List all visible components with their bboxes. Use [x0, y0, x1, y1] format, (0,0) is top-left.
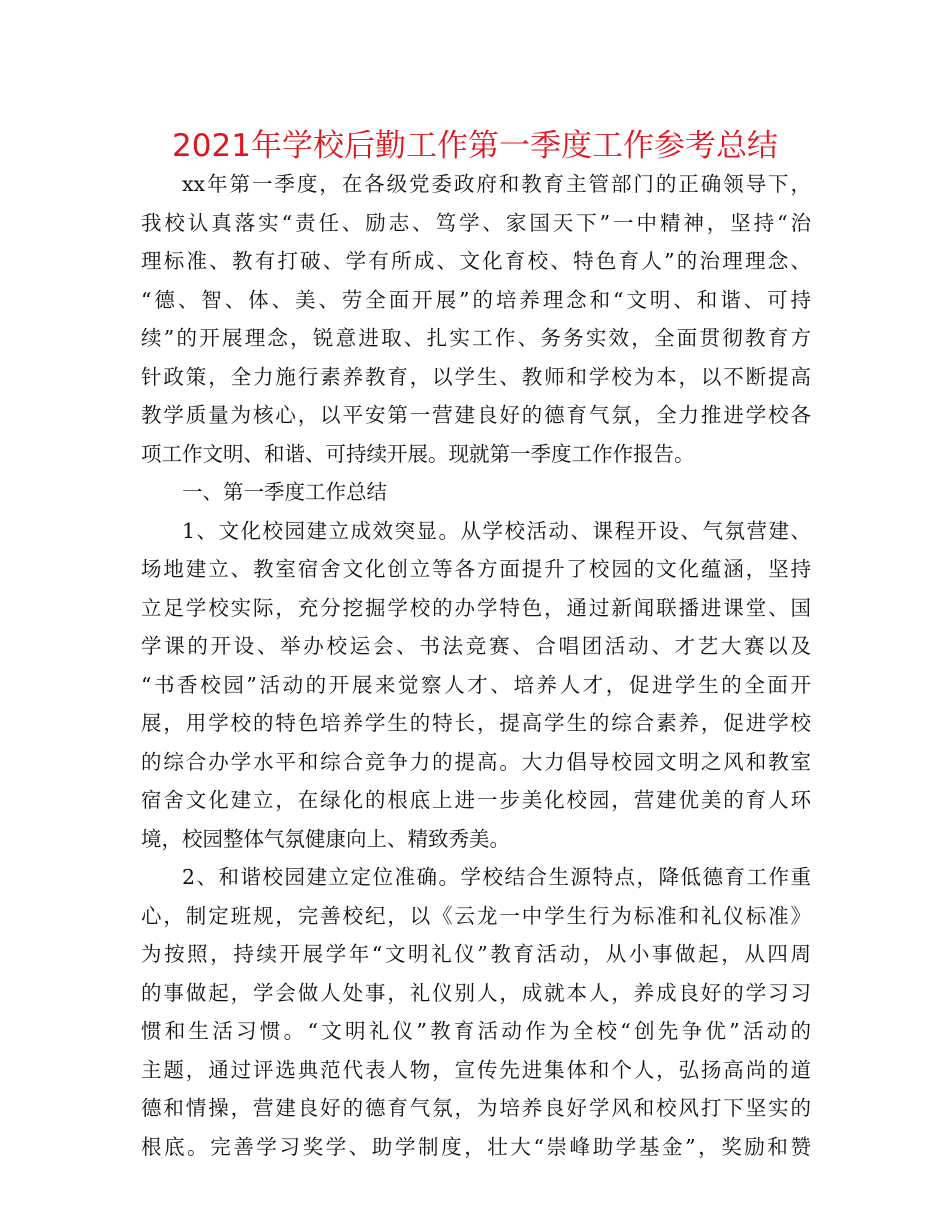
body-line: 心，制定班规，完善校纪，以《云龙一中学生行为标准和礼仪标准》 — [141, 903, 811, 928]
body-line: 德和情操，营建良好的德育气氛，为培养良好学风和校风打下坚实的 — [141, 1096, 811, 1120]
body-line: 2、和谐校园建立定位准确。学校结合生源特点，降低德育工作重 — [182, 865, 811, 889]
body-line: 项工作文明、和谐、可持续开展。现就第一季度工作作报告。 — [141, 441, 695, 466]
body-line: 展，用学校的特色培养学生的特长，提高学生的综合素养，促进学校 — [141, 711, 811, 735]
body-line: 境，校园整体气氛健康向上、精致秀美。 — [141, 826, 510, 851]
document-body — [141, 165, 811, 1166]
body-line: 主题，通过评选典范代表人物，宣传先进集体和个人，弘扬高尚的道 — [141, 1057, 811, 1082]
body-line: 教学质量为核心，以平安第一营建良好的德育气氛，全力推进学校各 — [141, 403, 811, 427]
body-line: “书香校园”活动的开展来觉察人才、培养人才，促进学生的全面开 — [141, 672, 811, 697]
body-line: xx年第一季度，在各级党委政府和教育主管部门的正确领导下， — [182, 172, 811, 196]
body-line: “德、智、体、美、劳全面开展”的培养理念和“文明、和谐、可持 — [141, 287, 811, 312]
body-line: 宿舍文化建立，在绿化的根底上进一步美化校园，营建优美的育人环 — [141, 788, 811, 812]
body-line: 1、文化校园建立成效突显。从学校活动、课程开设、气氛营建、 — [182, 518, 811, 543]
body-line: 惯和生活习惯。“文明礼仪”教育活动作为全校“创先争优”活动的 — [141, 1019, 811, 1043]
body-line: 立足学校实际，充分挖掘学校的办学特色，通过新闻联播进课堂、国 — [141, 595, 811, 620]
body-line: 理标准、教有打破、学有所成、文化育校、特色育人”的治理理念、 — [141, 249, 811, 273]
body-line: 针政策，全力施行素养教育，以学生、教师和学校为本，以不断提高 — [141, 364, 811, 389]
document-title: 2021年学校后勤工作第一季度工作参考总结 — [172, 128, 778, 164]
body-line: 续”的开展理念，锐意进取、扎实工作、务务实效，全面贯彻教育方 — [141, 326, 811, 350]
body-line: 的综合办学水平和综合竞争力的提高。大力倡导校园文明之风和教室 — [141, 749, 811, 774]
body-line: 我校认真落实“责任、励志、笃学、家国天下”一中精神，坚持“治 — [141, 210, 811, 235]
body-line: 场地建立、教室宿舍文化创立等各方面提升了校园的文化蕴涵，坚持 — [141, 557, 811, 581]
body-line: 的事做起，学会做人处事，礼仪别人，成就本人，养成良好的学习习 — [141, 980, 811, 1005]
body-line: 根底。完善学习奖学、助学制度，壮大“崇峰助学基金”，奖励和赞 — [141, 1134, 811, 1159]
body-line: 学课的开设、举办校运会、书法竞赛、合唱团活动、才艺大赛以及 — [141, 634, 811, 658]
body-line: 为按照，持续开展学年“文明礼仪”教育活动，从小事做起，从四周 — [141, 942, 811, 966]
body-line: 一、第一季度工作总结 — [182, 480, 387, 504]
